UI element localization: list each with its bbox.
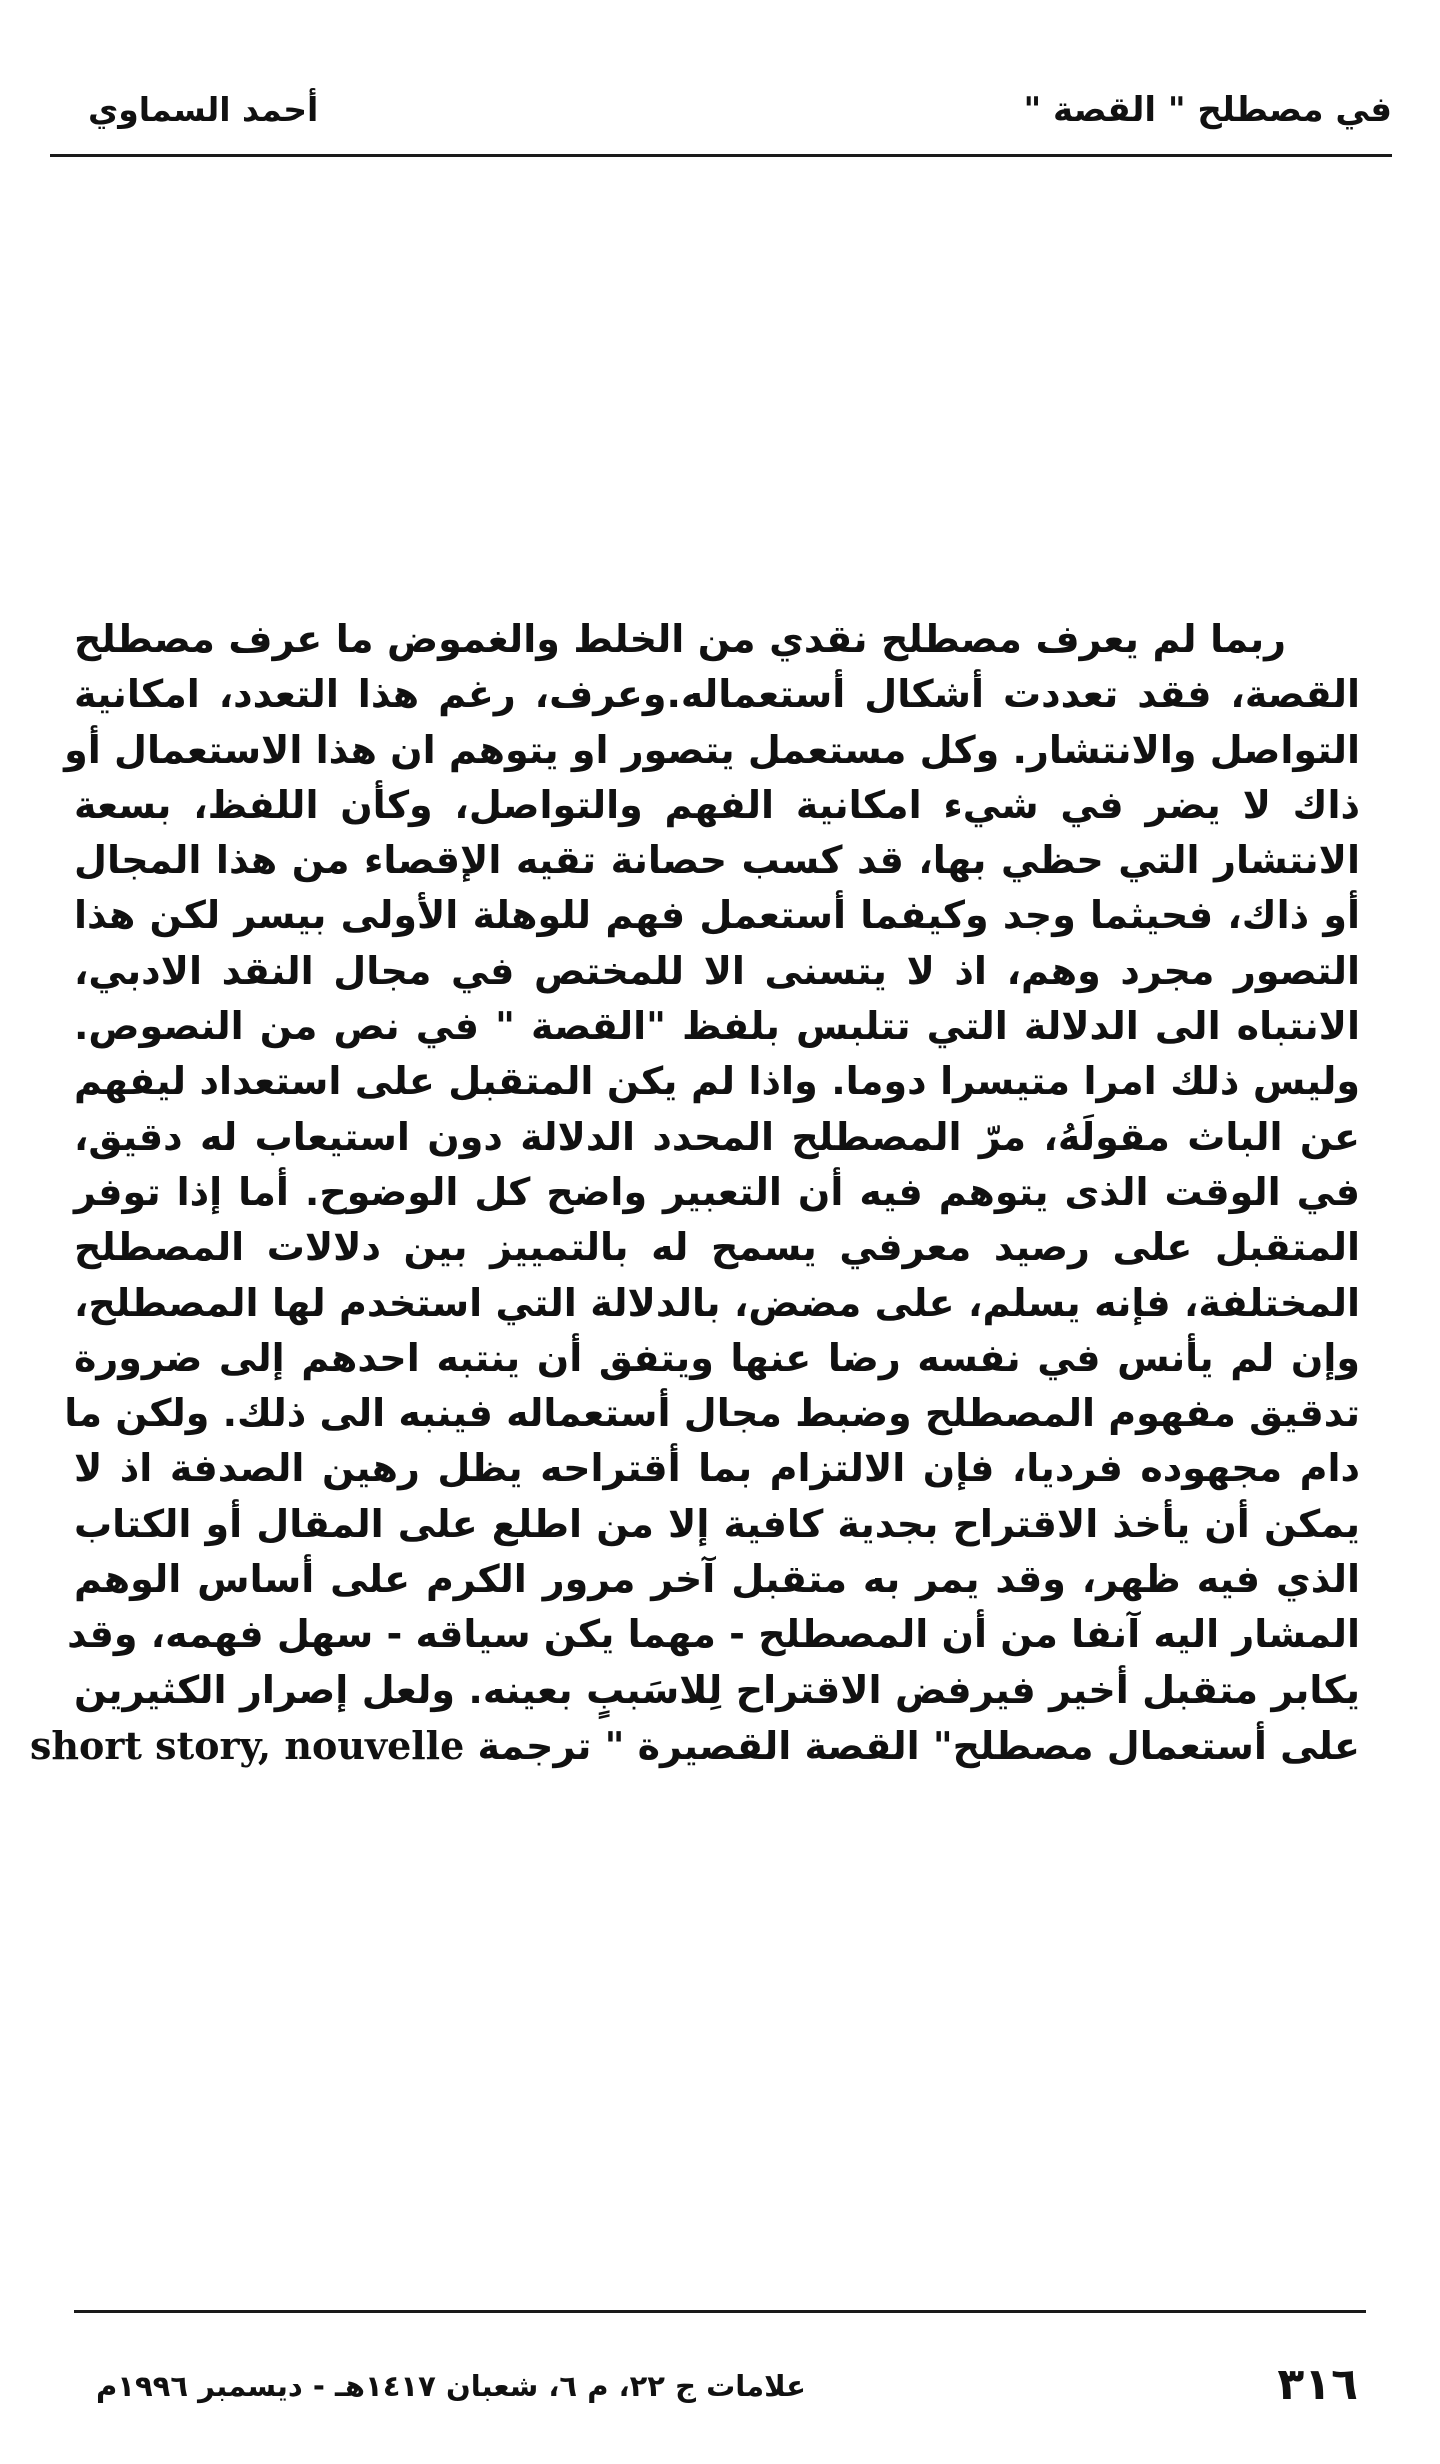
text-line: الذي فيه ظهر، وقد يمر به متقبل آخر مرور الكرم على أساس الوهم (74, 1557, 1360, 1602)
text-line: يكابر متقبل أخير فيرفض الاقتراح لِلاسَببٍ بعينه. ولعل إصرار الكثيرين (74, 1667, 1360, 1712)
text-line: المتقبل على رصيد معرفي يسمح له بالتمييز بين دلالات المصطلح (74, 1225, 1360, 1270)
text-line: القصة، فقد تعددت أشكال أستعماله.وعرف، رغم هذا التعدد، امكانية (74, 672, 1360, 717)
running-footer (74, 2310, 1366, 2413)
journal-citation: علامات ج ٢٢، م ٦، شعبان ١٤١٧هـ - ديسمبر ١٩٩٦م (96, 2369, 806, 2403)
text-line: وليس ذلك امرا متيسرا دوما. واذا لم يكن المتقبل على استعداد ليفهم (74, 1059, 1360, 1104)
running-header (50, 84, 1392, 157)
text-line: في الوقت الذى يتوهم فيه أن التعبير واضح كل الوضوح. أما إذا توفر (74, 1169, 1360, 1214)
text-line: المشار اليه آنفا من أن المصطلح - مهما يكن سياقه - سهل فهمه، وقد (67, 1612, 1360, 1657)
body-paragraph (30, 612, 1360, 1773)
last-line-latin: short story, nouvelle (30, 1722, 465, 1768)
text-line-last (30, 1718, 1360, 1773)
text-line: التواصل والانتشار. وكل مستعمل يتصور او يتوهم ان هذا الاستعمال أو (64, 727, 1360, 772)
text-line: ربما لم يعرف مصطلح نقدي من الخلط والغموض ما عرف مصطلح (74, 617, 1286, 661)
text-line: ذاك لا يضر في شيء امكانية الفهم والتواصل، وكأن اللفظ، بسعة (74, 782, 1360, 827)
text-line: الانتشار التي حظي بها، قد كسب حصانة تقيه الإقصاء من هذا المجال (74, 838, 1360, 883)
text-line: يمكن أن يأخذ الاقتراح بجدية كافية إلا من اطلع على المقال أو الكتاب (74, 1501, 1360, 1546)
text-line: عن الباث مقولَهُ، مرّ المصطلح المحدد الدلالة دون استيعاب له دقيق، (74, 1114, 1360, 1159)
article-title: في مصطلح " القصة " (1023, 90, 1392, 130)
page-number: ٣١٦ (1277, 2359, 1358, 2410)
text-line: التصور مجرد وهم، اذ لا يتسنى الا للمختص في مجال النقد الادبي، (74, 948, 1360, 993)
text-line: دام مجهوده فرديا، فإن الالتزام بما أقتراحه يظل رهين الصدفة اذ لا (74, 1446, 1360, 1491)
text-line: المختلفة، فإنه يسلم، على مضض، بالدلالة التي استخدم لها المصطلح، (74, 1280, 1360, 1325)
text-line: وإن لم يأنس في نفسه رضا عنها ويتفق أن ينتبه احدهم إلى ضرورة (74, 1335, 1360, 1380)
author-name: أحمد السماوي (88, 90, 319, 129)
text-line: أو ذاك، فحيثما وجد وكيفما أستعمل فهم للوهلة الأولى بيسر لكن هذا (74, 893, 1360, 938)
last-line-arabic: على أستعمال مصطلح" القصة القصيرة " ترجمة (477, 1723, 1360, 1768)
text-line: تدقيق مفهوم المصطلح وضبط مجال أستعماله فينبه الى ذلك. ولكن ما (64, 1391, 1360, 1436)
text-line: الانتباه الى الدلالة التي تتلبس بلفظ "القصة " في نص من النصوص. (74, 1004, 1360, 1049)
